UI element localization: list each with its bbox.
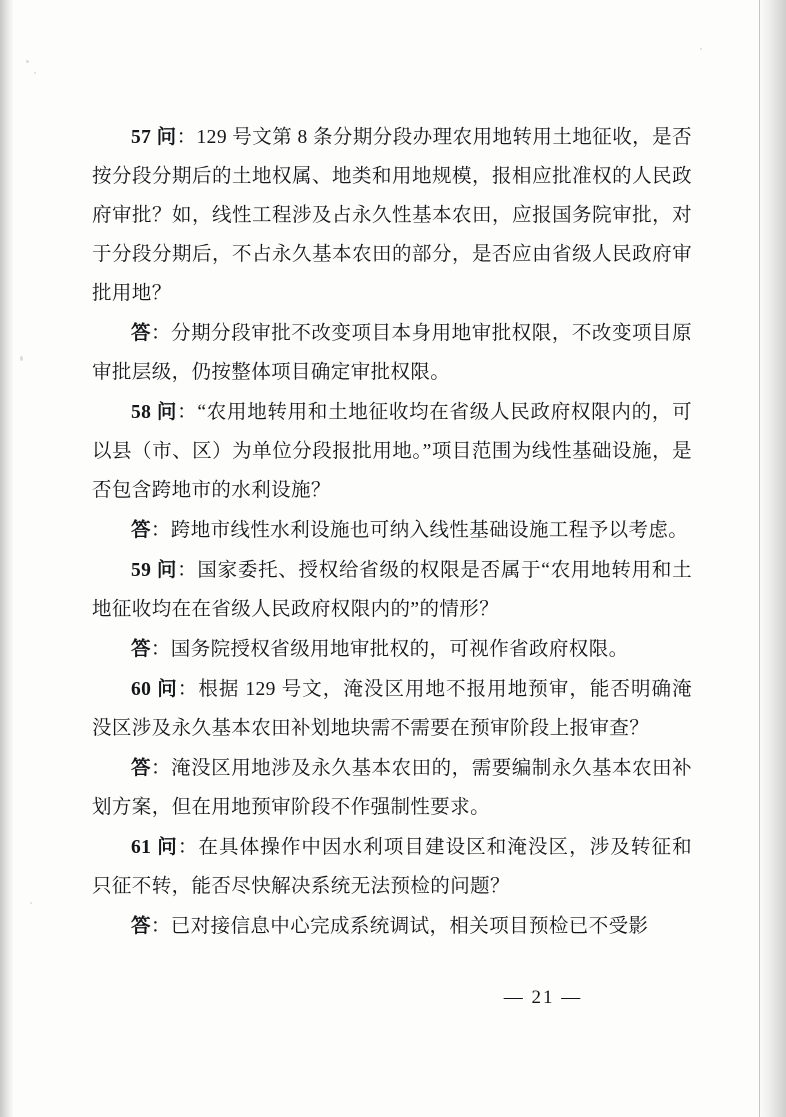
scan-speck <box>30 902 32 904</box>
scan-speck <box>34 72 36 74</box>
page-left-scan-edge <box>0 0 14 1117</box>
paragraph-answer-59: 答：国务院授权省级用地审批权的，可视作省政府权限。 <box>131 639 629 660</box>
page-right-scan-edge <box>758 0 786 1117</box>
paragraph-question-61: 61 问：在具体操作中因水利项目建设区和淹没区，涉及转征和只征不转，能否尽快解决系统无法预检的问题？ <box>92 837 692 897</box>
paragraph-answer-60: 答：淹没区用地涉及永久基本农田的，需要编制永久基本农田补划方案，但在用地预审阶段不作强制性要求。 <box>92 758 692 818</box>
paragraph-question-60: 60 问：根据 129 号文，淹没区用地不报用地预审，能否明确淹没区涉及永久基本农田补划地块需不需要在预审阶段上报审查？ <box>92 679 693 739</box>
page-right-scan-line <box>759 0 760 1117</box>
paragraph-question-58: 58 问：“农用地转用和土地征收均在省级人民政府权限内的，可以县（市、区）为单位分段报批用地。”项目范围为线性基础设施，是否包含跨地市的水利设施？ <box>92 402 692 501</box>
scan-speck <box>20 356 23 361</box>
paragraph-question-57: 57 问：129 号文第 8 条分期分段办理农用地转用土地征收，是否按分段分期后的土地权属、地类和用地规模，报相应批准权的人民政府审批？如，线性工程涉及占永久性基本农田，应报国务院审批，对于分段分期后，不占永久基本农田的部分，是否应由省级人民政府审批用地？ <box>92 127 692 304</box>
paragraph-answer-57: 答：分期分段审批不改变项目本身用地审批权限，不改变项目原审批层级，仍按整体项目确定审批权限。 <box>92 323 692 383</box>
paragraph-answer-61: 答：已对接信息中心完成系统调试，相关项目预检已不受影 <box>131 916 649 937</box>
paragraph-answer-58: 答：跨地市线性水利设施也可纳入线性基础设施工程予以考虑。 <box>131 520 689 541</box>
page-number: — 21 — <box>503 987 583 1008</box>
scan-speck <box>700 48 702 50</box>
scan-speck <box>26 60 29 63</box>
document-body <box>92 118 692 947</box>
paragraph-question-59: 59 问：国家委托、授权给省级的权限是否属于“农用地转用和土地征收均在在省级人民政府权限内的”的情形？ <box>92 560 692 620</box>
